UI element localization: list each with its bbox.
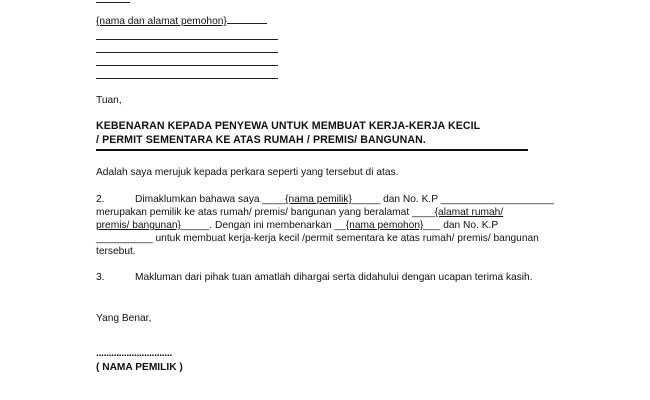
address-placeholder-end: premis/ bangunan} (96, 220, 181, 231)
subject-line-2: / PERMIT SEMENTARA KE ATAS RUMAH / PREMIS/ BANGUNAN. (96, 134, 426, 146)
para2-line-3 (96, 220, 498, 231)
para3-text: Makluman dari pihak tuan amatlah dihargai serta didahului dengan ucapan terima kasih. (135, 272, 533, 283)
signature-dots: .............................. (96, 348, 172, 359)
reference-sentence: Adalah saya merujuk kepada perkara seperti yang tersebut di atas. (96, 167, 399, 178)
para2-line-2 (96, 207, 503, 218)
closing: Yang Benar, (96, 313, 152, 324)
subject-line-1: KEBENARAN KEPADA PENYEWA UNTUK MEMBUAT KERJA-KERJA KECIL (96, 120, 481, 132)
applicant-name-placeholder: {nama pemohon} (345, 220, 424, 231)
salutation: Tuan, (96, 95, 122, 106)
applicant-placeholder-text: {nama dan alamat pemohon} (96, 16, 227, 27)
para2-line-3-c: ___ dan No. K.P (423, 220, 499, 231)
top-partial-line (96, 2, 130, 3)
address-line-4 (96, 78, 278, 79)
para2-line-3-b: _____. Dengan ini membenarkan __ (180, 220, 346, 231)
address-line-2 (96, 52, 278, 53)
para3-number: 3. (96, 272, 105, 283)
address-line-3 (96, 65, 278, 66)
para2-line-1-b: _____ dan No. K.P ____________________ (351, 194, 554, 205)
subject-underline (96, 149, 528, 151)
para2-line-5: tersebut. (96, 246, 136, 257)
para2-line-2-a: merupakan pemilik ke atas rumah/ premis/ bangunan yang beralamat ____ (96, 207, 435, 218)
para2-line-1 (135, 194, 554, 205)
address-placeholder-start: {alamat rumah/ (434, 207, 504, 218)
para2-number: 2. (96, 194, 105, 205)
applicant-placeholder (96, 16, 267, 27)
address-line-1 (96, 39, 278, 40)
signatory-name: ( NAMA PEMILIK ) (96, 362, 183, 373)
para2-line-1-a: Dimaklumkan bahawa saya ____ (135, 194, 286, 205)
owner-name-placeholder: {nama pemilik} (285, 194, 352, 205)
para2-line-4: __________ untuk membuat kerja-kerja kecil /permit sementara ke atas rumah/ premis/ bangunan (96, 233, 539, 244)
applicant-placeholder-tail (227, 23, 267, 24)
